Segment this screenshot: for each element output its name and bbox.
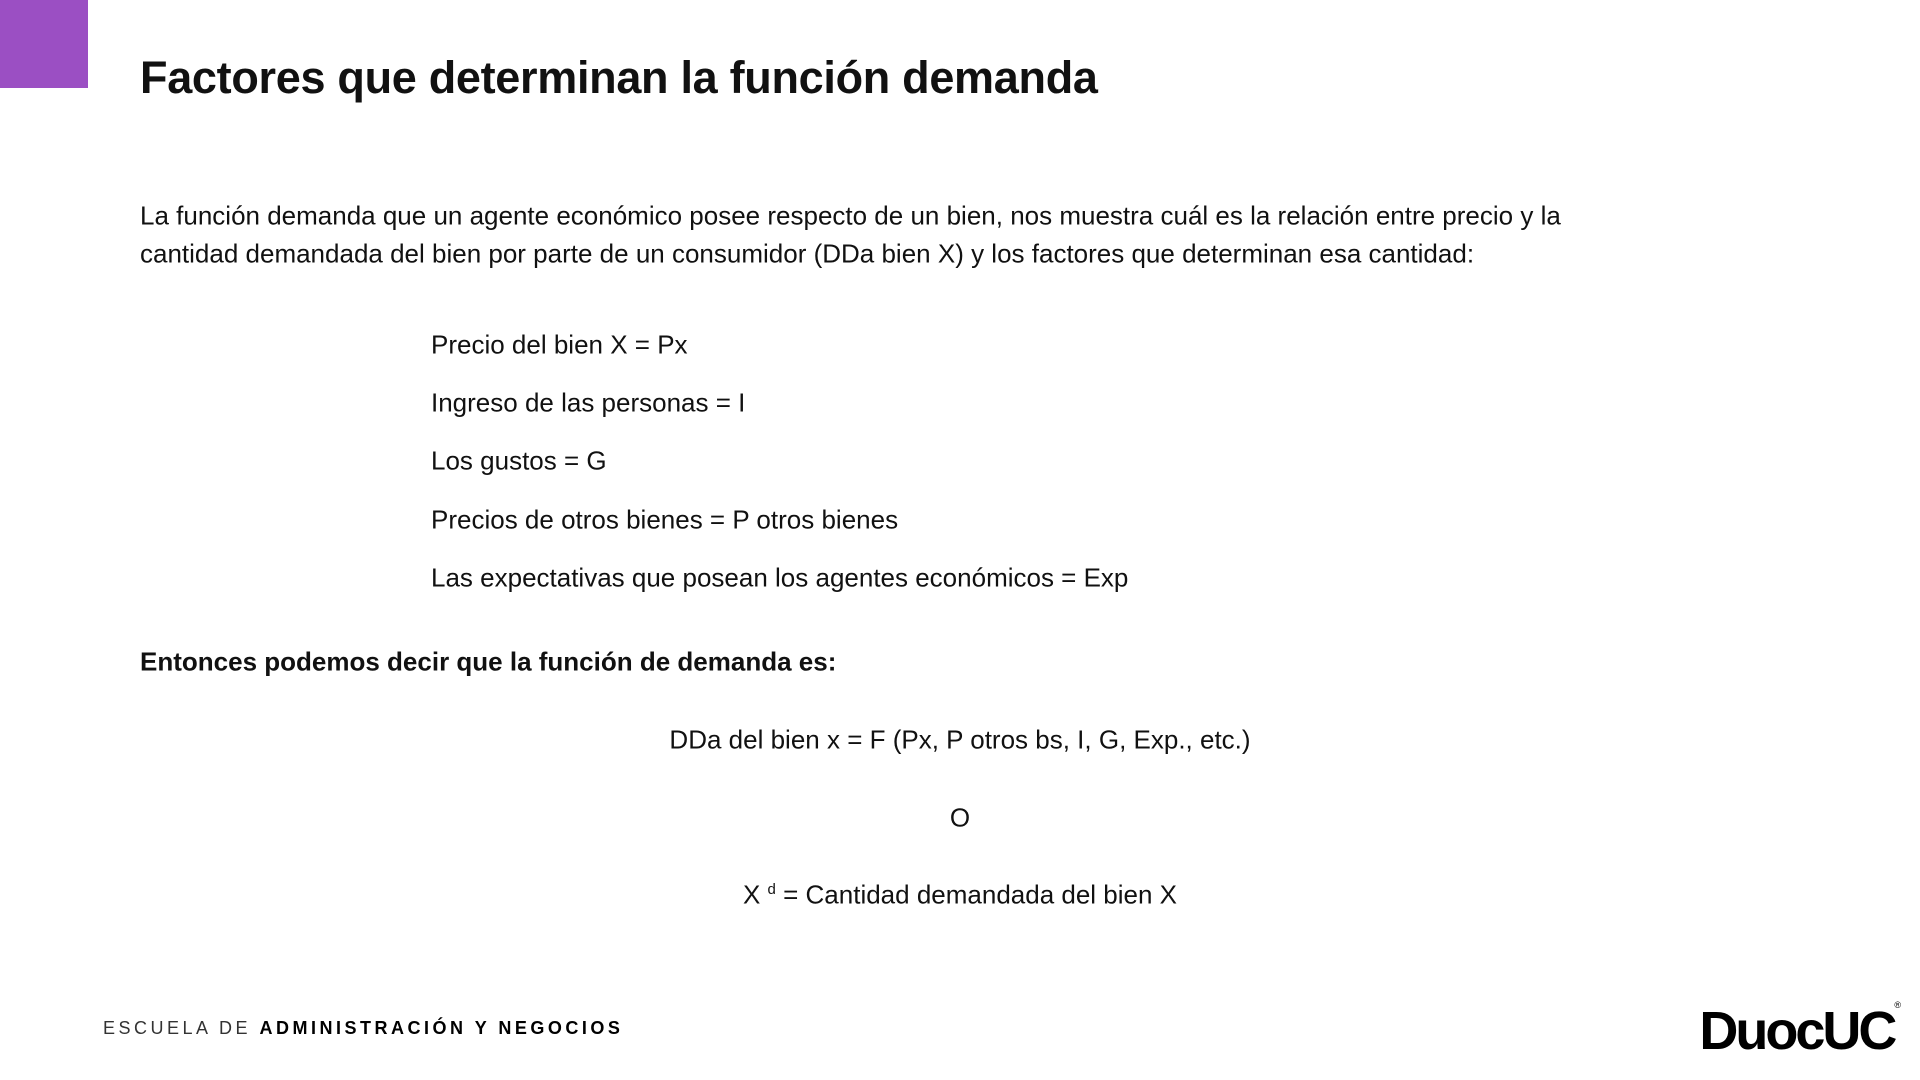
xd-superscript: d (767, 880, 776, 898)
footer-school (103, 1018, 623, 1039)
factor-item: Precios de otros bienes = P otros bienes (431, 504, 899, 535)
logo-text: DuocUC (1699, 1001, 1895, 1061)
xd-definition (743, 880, 1177, 911)
intro-line-1: La función demanda que un agente económico posee respecto de un bien, nos muestra cuál es la relación entre precio y la (140, 200, 1561, 231)
footer-bold: ADMINISTRACIÓN Y NEGOCIOS (259, 1018, 624, 1038)
factor-item: Ingreso de las personas = I (431, 387, 746, 418)
demand-formula: DDa del bien x = F (Px, P otros bs, I, G, Exp., etc.) (669, 724, 1251, 755)
xd-rest: = Cantidad demandada del bien X (775, 879, 1178, 910)
footer-light: ESCUELA DE (103, 1018, 260, 1038)
duocuc-logo (1699, 1000, 1898, 1062)
xd-base: X (742, 879, 761, 910)
factor-item: Las expectativas que posean los agentes económicos = Exp (431, 562, 1129, 593)
or-text: O (949, 802, 971, 833)
logo-registered: ® (1894, 1000, 1898, 1010)
slide-title: Factores que determinan la función demanda (140, 52, 1098, 103)
factor-item: Los gustos = G (431, 445, 607, 476)
accent-square (0, 0, 88, 88)
factor-item: Precio del bien X = Px (431, 329, 688, 360)
conclusion-text: Entonces podemos decir que la función de demanda es: (140, 646, 837, 677)
intro-line-2: cantidad demandada del bien por parte de un consumidor (DDa bien X) y los factores que determinan esa cantidad: (140, 238, 1475, 269)
